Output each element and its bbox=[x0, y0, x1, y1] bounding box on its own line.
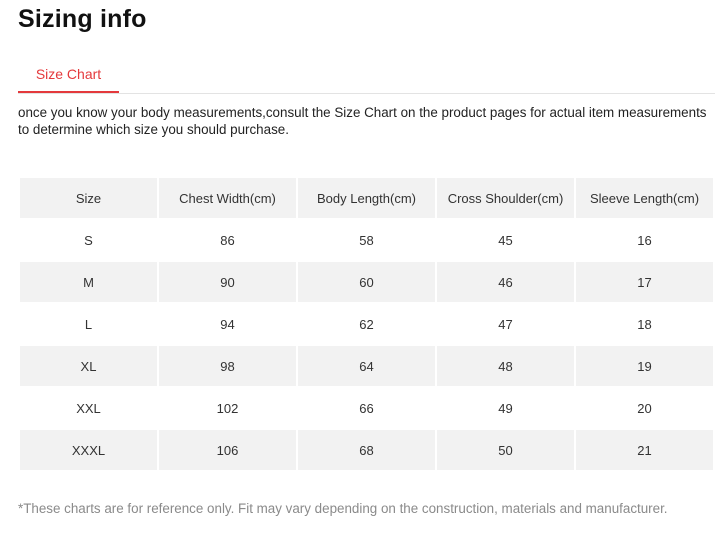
table-cell: L bbox=[20, 304, 157, 344]
table-cell: 50 bbox=[437, 430, 574, 470]
table-row bbox=[20, 430, 713, 470]
table-cell: M bbox=[20, 262, 157, 302]
tab-size-chart[interactable]: Size Chart bbox=[18, 56, 119, 93]
table-cell: 64 bbox=[298, 346, 435, 386]
table-cell: 21 bbox=[576, 430, 713, 470]
table-cell: 68 bbox=[298, 430, 435, 470]
table-cell: 86 bbox=[159, 220, 296, 260]
table-cell: 16 bbox=[576, 220, 713, 260]
table-row bbox=[20, 346, 713, 386]
page-title: Sizing info bbox=[18, 5, 147, 33]
size-chart-table bbox=[18, 176, 715, 472]
column-header: Size bbox=[20, 178, 157, 218]
table-cell: 19 bbox=[576, 346, 713, 386]
table-cell: 48 bbox=[437, 346, 574, 386]
table-cell: 46 bbox=[437, 262, 574, 302]
table-cell: 102 bbox=[159, 388, 296, 428]
table-row bbox=[20, 388, 713, 428]
table-cell: 62 bbox=[298, 304, 435, 344]
table-cell: 60 bbox=[298, 262, 435, 302]
table-cell: XXL bbox=[20, 388, 157, 428]
table-cell: 45 bbox=[437, 220, 574, 260]
table-cell: 58 bbox=[298, 220, 435, 260]
table-cell: XL bbox=[20, 346, 157, 386]
table-header-row bbox=[20, 178, 713, 218]
tab-bar bbox=[18, 56, 715, 94]
table-row bbox=[20, 304, 713, 344]
table-cell: 17 bbox=[576, 262, 713, 302]
table-cell: 47 bbox=[437, 304, 574, 344]
disclaimer-note: *These charts are for reference only. Fit may vary depending on the construction, materials and manufacturer. bbox=[18, 501, 668, 516]
table-cell: 20 bbox=[576, 388, 713, 428]
column-header: Chest Width(cm) bbox=[159, 178, 296, 218]
table-cell: XXXL bbox=[20, 430, 157, 470]
table-cell: 106 bbox=[159, 430, 296, 470]
table-cell: 49 bbox=[437, 388, 574, 428]
table-cell: S bbox=[20, 220, 157, 260]
table-cell: 94 bbox=[159, 304, 296, 344]
table-row bbox=[20, 220, 713, 260]
table-cell: 66 bbox=[298, 388, 435, 428]
intro-text: once you know your body measurements,consult the Size Chart on the product pages for actual item measurements to determine which size you should purchase. bbox=[18, 105, 707, 137]
column-header: Sleeve Length(cm) bbox=[576, 178, 713, 218]
table-cell: 90 bbox=[159, 262, 296, 302]
column-header: Body Length(cm) bbox=[298, 178, 435, 218]
table-row bbox=[20, 262, 713, 302]
column-header: Cross Shoulder(cm) bbox=[437, 178, 574, 218]
table-cell: 98 bbox=[159, 346, 296, 386]
table-cell: 18 bbox=[576, 304, 713, 344]
